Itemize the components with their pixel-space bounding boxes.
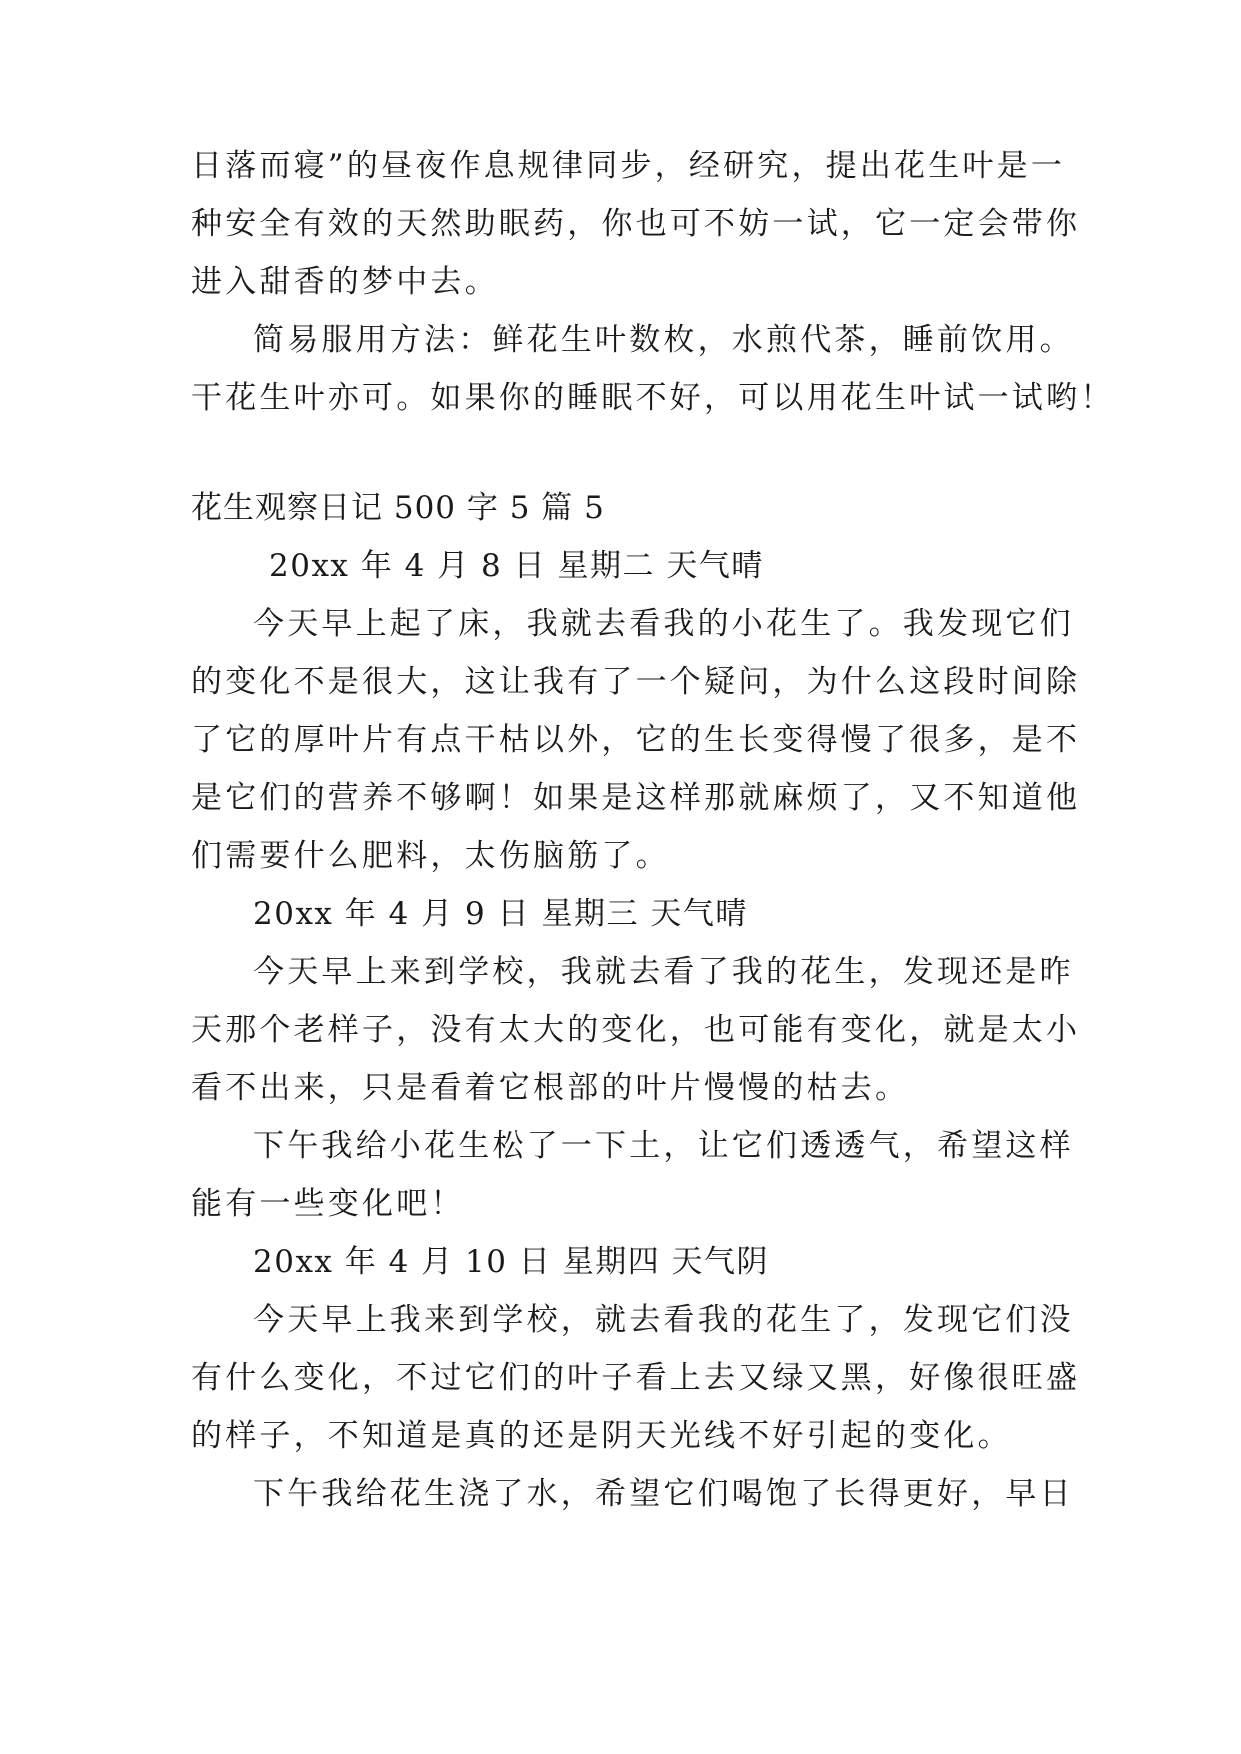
diary-date-line: 20xx 年 4 月 8 日 星期二 天气晴	[269, 548, 764, 584]
paragraph-line: 今天早上起了床，我就去看我的小花生了。我发现它们	[253, 606, 1074, 642]
paragraph-line: 今天早上来到学校，我就去看了我的花生，发现还是昨	[253, 954, 1074, 990]
paragraph-line: 的样子，不知道是真的还是阴天光线不好引起的变化。	[191, 1418, 1012, 1454]
paragraph-line: 下午我给花生浇了水，希望它们喝饱了长得更好，早日	[253, 1476, 1074, 1512]
paragraph-line: 天那个老样子，没有太大的变化，也可能有变化，就是太小	[191, 1012, 1081, 1048]
diary-date-line: 20xx 年 4 月 10 日 星期四 天气阴	[253, 1244, 770, 1280]
section-heading: 花生观察日记 500 字 5 篇 5	[191, 490, 605, 526]
paragraph-line: 的变化不是很大，这让我有了一个疑问，为什么这段时间除	[191, 664, 1081, 700]
diary-date-line: 20xx 年 4 月 9 日 星期三 天气晴	[253, 896, 748, 932]
paragraph-line: 日落而寝”的昼夜作息规律同步，经研究，提出花生叶是一	[191, 148, 1066, 184]
paragraph-line: 今天早上我来到学校，就去看我的花生了，发现它们没	[253, 1302, 1074, 1338]
paragraph-line: 种安全有效的天然助眠药，你也可不妨一试，它一定会带你	[191, 206, 1081, 242]
paragraph-line: 进入甜香的梦中去。	[191, 264, 499, 300]
paragraph-line: 下午我给小花生松了一下土，让它们透透气，希望这样	[253, 1128, 1074, 1164]
paragraph-line: 们需要什么肥料，太伤脑筋了。	[191, 838, 670, 874]
paragraph-line: 有什么变化，不过它们的叶子看上去又绿又黑，好像很旺盛	[191, 1360, 1081, 1396]
paragraph-line: 干花生叶亦可。如果你的睡眠不好，可以用花生叶试一试哟！	[191, 380, 1115, 416]
paragraph-line: 了它的厚叶片有点干枯以外，它的生长变得慢了很多，是不	[191, 722, 1081, 758]
paragraph-line: 简易服用方法：鲜花生叶数枚，水煎代茶，睡前饮用。	[253, 322, 1074, 358]
paragraph-line: 是它们的营养不够啊！如果是这样那就麻烦了，又不知道他	[191, 780, 1081, 816]
paragraph-line: 看不出来，只是看着它根部的叶片慢慢的枯去。	[191, 1070, 910, 1106]
paragraph-line: 能有一些变化吧！	[191, 1186, 465, 1222]
